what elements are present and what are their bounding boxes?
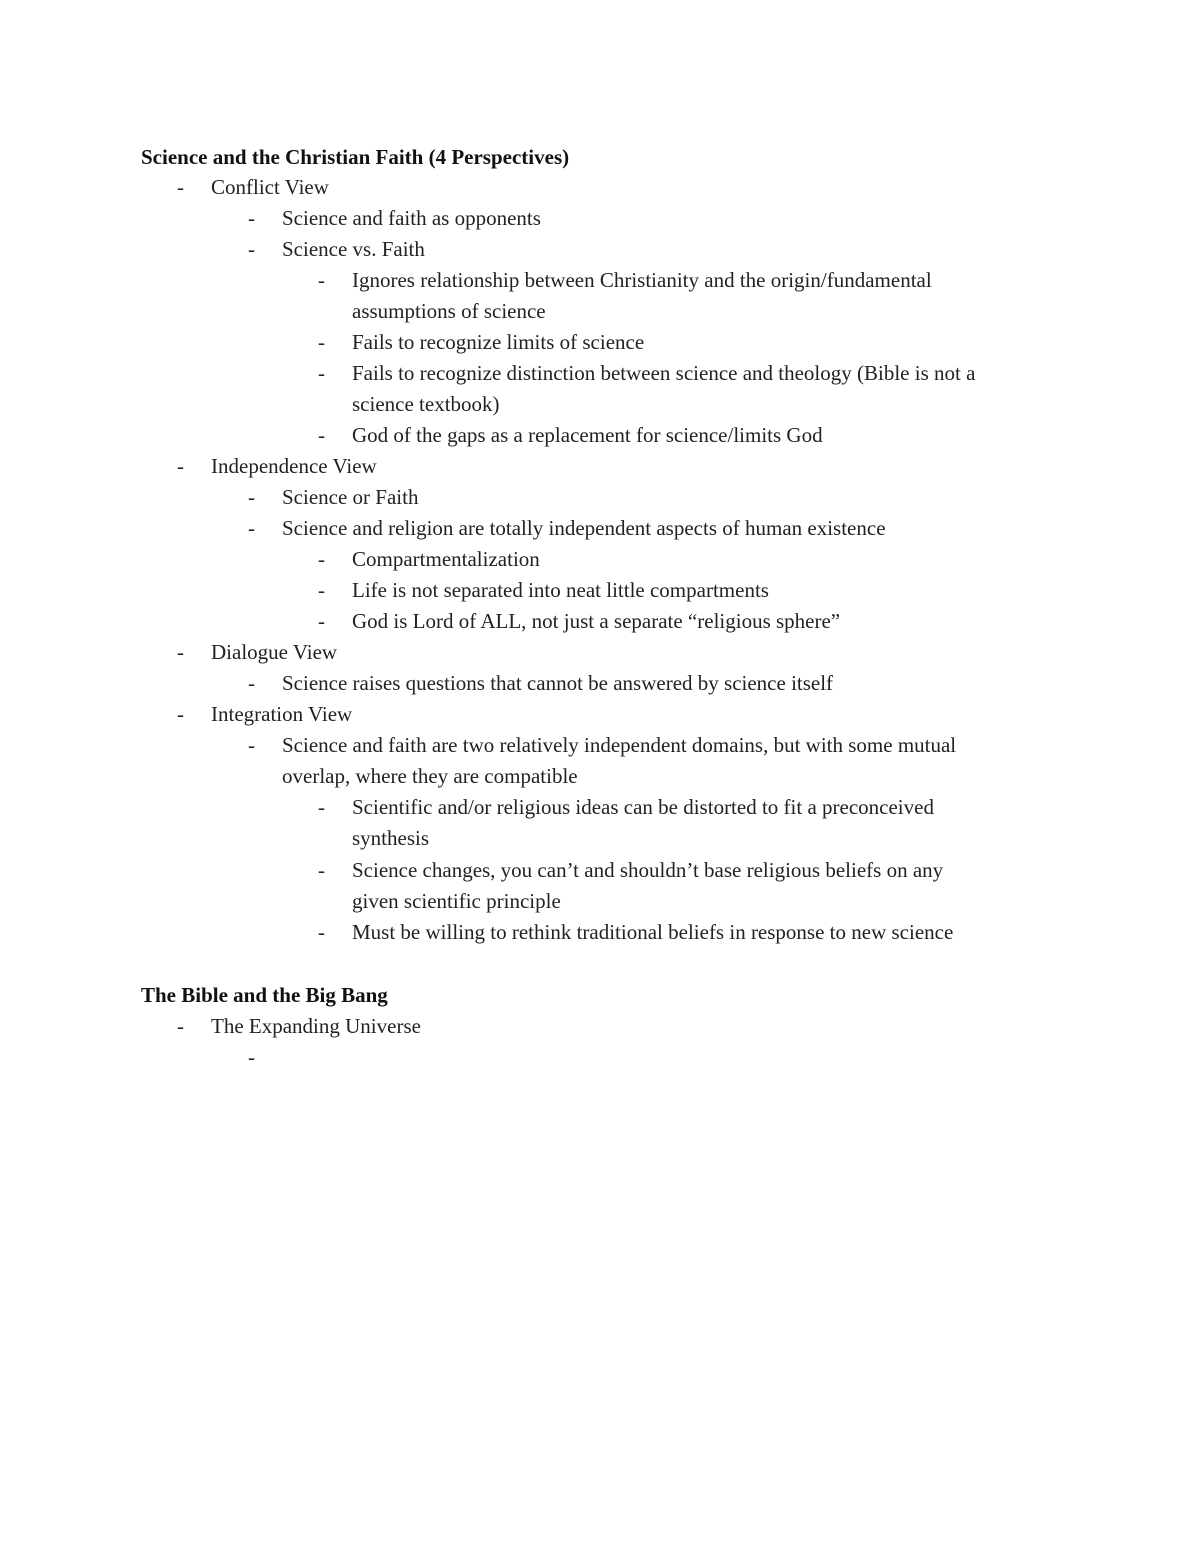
item-text: Integration View xyxy=(211,702,353,726)
bullet-dash: - xyxy=(177,175,184,199)
item-text: Science and faith as opponents xyxy=(282,206,541,230)
bullet-dash: - xyxy=(318,795,325,819)
bullet-dash: - xyxy=(177,1014,184,1038)
item-text: assumptions of science xyxy=(352,299,546,323)
item-text: Science vs. Faith xyxy=(282,237,425,261)
bullet-dash: - xyxy=(318,268,325,292)
item-text: Ignores relationship between Christianity and the origin/fundamental xyxy=(352,268,932,292)
item-text: Science changes, you can’t and shouldn’t base religious beliefs on any xyxy=(352,858,944,882)
item-text: overlap, where they are compatible xyxy=(282,764,578,788)
item-text: Science and faith are two relatively independent domains, but with some mutual xyxy=(282,733,957,757)
bullet-dash: - xyxy=(318,361,325,385)
item-text: Scientific and/or religious ideas can be distorted to fit a preconceived xyxy=(352,795,934,819)
item-text: synthesis xyxy=(352,826,430,850)
item-text: Science raises questions that cannot be answered by science itself xyxy=(282,671,834,695)
bullet-dash: - xyxy=(318,330,325,354)
item-text: Independence View xyxy=(211,454,377,478)
bullet-dash: - xyxy=(318,920,325,944)
bullet-dash: - xyxy=(318,858,325,882)
bullet-dash: - xyxy=(177,640,184,664)
item-text: God of the gaps as a replacement for science/limits God xyxy=(352,423,823,447)
bullet-dash: - xyxy=(248,237,255,261)
bullet-dash: - xyxy=(318,423,325,447)
item-text: The Expanding Universe xyxy=(211,1014,421,1038)
item-text: Fails to recognize distinction between science and theology (Bible is not a xyxy=(352,361,976,385)
bullet-dash: - xyxy=(248,733,255,757)
bullet-dash: - xyxy=(318,578,325,602)
bullet-dash: - xyxy=(248,516,255,540)
item-text: Science or Faith xyxy=(282,485,419,509)
item-text: Life is not separated into neat little compartments xyxy=(352,578,769,602)
item-text: God is Lord of ALL, not just a separate “religious sphere” xyxy=(352,609,841,633)
bullet-dash: - xyxy=(248,671,255,695)
item-text: given scientific principle xyxy=(352,889,561,913)
section-heading: Science and the Christian Faith (4 Perspectives) xyxy=(141,145,570,169)
bullet-dash: - xyxy=(177,454,184,478)
bullet-dash: - xyxy=(177,702,184,726)
bullet-dash: - xyxy=(248,206,255,230)
bullet-dash: - xyxy=(318,547,325,571)
bullet-dash: - xyxy=(318,609,325,633)
item-text: Fails to recognize limits of science xyxy=(352,330,645,354)
bullet-dash: - xyxy=(248,485,255,509)
item-text: Science and religion are totally independent aspects of human existence xyxy=(282,516,886,540)
section-heading: The Bible and the Big Bang xyxy=(141,983,388,1007)
item-text: Dialogue View xyxy=(211,640,338,664)
item-text: Compartmentalization xyxy=(352,547,540,571)
item-text: Conflict View xyxy=(211,175,329,199)
item-text: science textbook) xyxy=(352,392,500,416)
bullet-dash: - xyxy=(248,1045,255,1069)
item-text: Must be willing to rethink traditional beliefs in response to new science xyxy=(352,920,954,944)
